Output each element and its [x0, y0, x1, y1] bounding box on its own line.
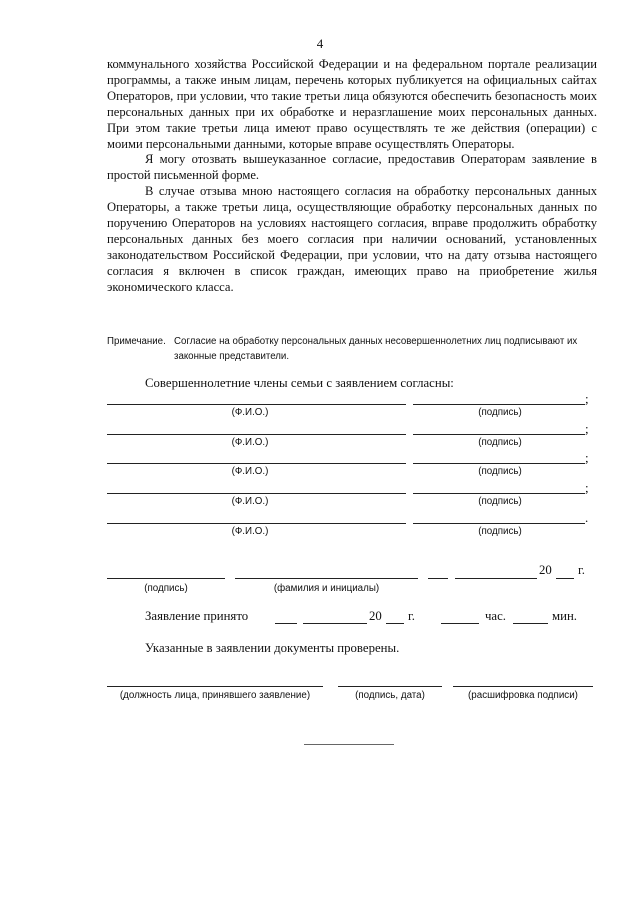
end-divider — [304, 744, 394, 745]
family-heading: Совершеннолетние члены семьи с заявлением согласны: — [145, 376, 454, 390]
fio-caption: (Ф.И.О.) — [231, 437, 269, 448]
applicant-name-caption: (фамилия и инициалы) — [273, 583, 380, 594]
signature-caption: (подпись) — [478, 407, 522, 418]
date-year-line[interactable] — [556, 578, 574, 579]
accepted-year-line[interactable] — [386, 623, 404, 624]
documents-checked-text: Указанные в заявлении документы проверены. — [145, 641, 400, 655]
paragraph-continuation: коммунального хозяйства Российской Федерации и на федеральном портале реализации программы, а также иным лицам, перечень которых публикуется на официальных сайтах Операторов, при условии, что такие третьи лица обязуются обеспечить безопасность моих персональных данных при их обработке и неразглашение моих персональных данных. При этом такие третьи лица имеют право осуществлять те же действия (операции) с моими персональными данными, которые вправе осуществлять Операторы. — [107, 57, 597, 151]
note-text: Согласие на обработку персональных данных несовершеннолетних лиц подписывают их законные представители. — [174, 336, 578, 362]
family-member-signature-line[interactable] — [413, 493, 585, 494]
year-suffix: г. — [578, 563, 586, 577]
official-signature-caption: (подпись, дата) — [355, 690, 425, 701]
signature-caption: (подпись) — [478, 437, 522, 448]
family-member-signature-line[interactable] — [413, 434, 585, 435]
date-day-line[interactable] — [428, 578, 448, 579]
consent-body-text — [107, 57, 597, 296]
family-member-name-line[interactable] — [107, 463, 406, 464]
page-number: 4 — [316, 36, 324, 51]
family-member-name-line[interactable] — [107, 434, 406, 435]
official-signature-line[interactable] — [338, 686, 442, 687]
family-member-name-line[interactable] — [107, 523, 406, 524]
applicant-signature-caption: (подпись) — [144, 583, 188, 594]
accepted-hours-line[interactable] — [441, 623, 479, 624]
row-end-mark: ; — [585, 391, 589, 406]
official-position-line[interactable] — [107, 686, 323, 687]
official-transcript-caption: (расшифровка подписи) — [468, 690, 578, 701]
signature-caption: (подпись) — [478, 496, 522, 507]
family-member-signature-line[interactable] — [413, 404, 585, 405]
year-prefix: 20 — [539, 563, 552, 577]
fio-caption: (Ф.И.О.) — [231, 466, 269, 477]
family-member-name-line[interactable] — [107, 493, 406, 494]
fio-caption: (Ф.И.О.) — [231, 496, 269, 507]
applicant-name-line[interactable] — [235, 578, 418, 579]
paragraph-revocation-case: В случае отзыва мною настоящего согласия на обработку персональных данных Операторы, а также третьи лица, осуществляющие обработку персональных данных по поручению Операторов на условиях настоящего согласия, вправе продолжить обработку персональных данных без моего согласия при наличии оснований, установленных законодательством Российской Федерации, при условии, что на дату отзыва настоящего согласия я включен в список граждан, имеющих право на приобретение жилья экономического класса. — [107, 184, 597, 294]
official-transcript-line[interactable] — [453, 686, 593, 687]
paragraph-revoke: Я могу отозвать вышеуказанное согласие, предоставив Операторам заявление в простой письменной форме. — [107, 152, 597, 183]
family-member-signature-line[interactable] — [413, 523, 585, 524]
accepted-hours-label: час. — [485, 609, 506, 623]
family-member-signature-line[interactable] — [413, 463, 585, 464]
official-position-caption: (должность лица, принявшего заявление) — [119, 690, 311, 701]
fio-caption: (Ф.И.О.) — [231, 407, 269, 418]
signature-caption: (подпись) — [478, 466, 522, 477]
date-month-line[interactable] — [455, 578, 537, 579]
accepted-label: Заявление принято — [145, 609, 249, 623]
note-label: Примечание. — [107, 336, 166, 347]
accepted-day-line[interactable] — [275, 623, 297, 624]
accepted-year-suffix: г. — [408, 609, 416, 623]
row-end-mark: ; — [585, 421, 589, 436]
row-end-mark: . — [585, 510, 589, 525]
row-end-mark: ; — [585, 480, 589, 495]
accepted-minutes-label: мин. — [552, 609, 577, 623]
applicant-signature-line[interactable] — [107, 578, 225, 579]
family-member-name-line[interactable] — [107, 404, 406, 405]
row-end-mark: ; — [585, 450, 589, 465]
accepted-year-prefix: 20 — [369, 609, 382, 623]
accepted-month-line[interactable] — [303, 623, 367, 624]
accepted-minutes-line[interactable] — [513, 623, 548, 624]
signature-caption: (подпись) — [478, 526, 522, 537]
fio-caption: (Ф.И.О.) — [231, 526, 269, 537]
